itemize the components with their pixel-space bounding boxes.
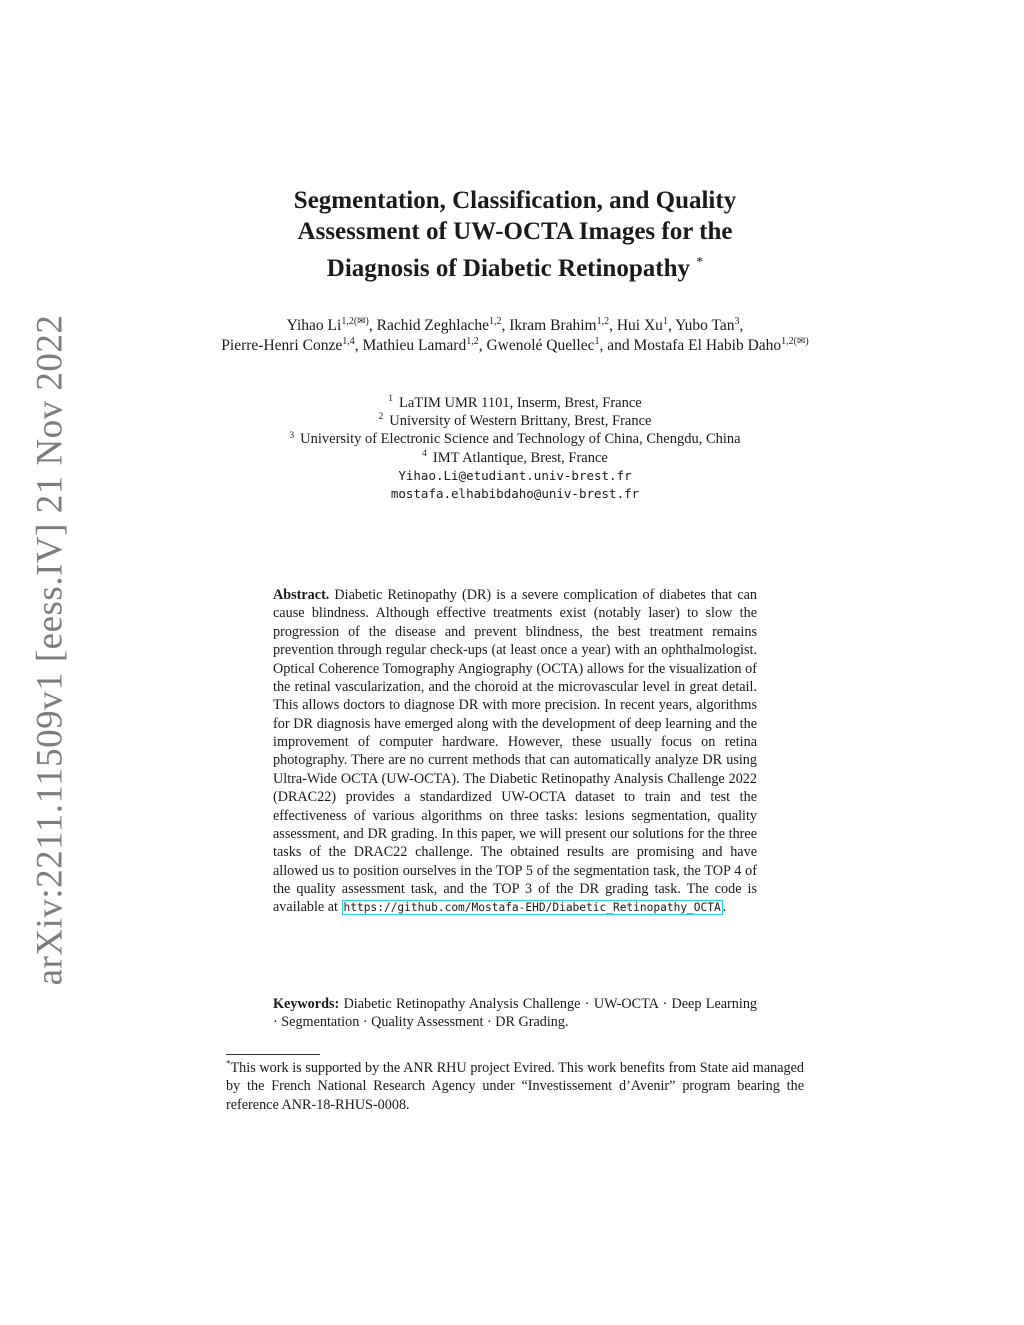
author: Yubo Tan$^3$,: [675, 315, 744, 334]
title-footnote-mark: *: [696, 255, 704, 270]
arxiv-identifier-stamp: arXiv:2211.11509v1 [eess.IV] 21 Nov 2022: [29, 314, 71, 986]
keywords-label: Keywords:: [273, 996, 340, 1012]
author: Hui Xu$^1$,: [616, 315, 676, 334]
email-1[interactable]: Yihao.Li@etudiant.univ-brest.fr: [398, 467, 632, 483]
footnote-divider: [226, 1054, 320, 1055]
abstract: Abstract. Diabetic Retinopathy (DR) is a severe complication of diabetes that can cause blindness. Although effective treatments exist (notably laser) to slow the progression of the disease and prevent blindness, the best treatment remains prevention through regular check-ups (at least once a year) with an ophthalmologist. Optical Coherence Tomography Angiography (OCTA) allows for the visualization of the retinal vascularization, and the choroid at the microvascular level in great detail. This allows doctors to diagnose DR with more precision. In recent years, algorithms for DR diagnosis have emerged along with the development of deep learning and the improvement of computer hardware. However, these usually focus on retina photography. There are no current methods that can automatically analyze DR using Ultra-Wide OCTA (UW-OCTA). The Diabetic Retinopathy Analysis Challenge 2022 (DRAC22) provides a standardized UW-OCTA dataset to train and test the effectiveness of various algorithms on three tasks: lesions segmentation, quality assessment, and DR grading. In this paper, we will present our solutions for the three tasks of the DRAC22 challenge. The obtained results are promising and have allowed us to position ourselves in the TOP 5 of the segmentation task, the TOP 4 of the quality assessment task, and the TOP 3 of the DR grading task. The code is available at https://github.com/Mostafa-EHD/Diabetic_Retinopathy_OCTA .: [273, 587, 758, 916]
author: Pierre-Henri Conze$^{1,4}$,: [221, 335, 363, 354]
author: Yihao $Li^{1,2(✉)}$,: [286, 315, 377, 334]
abstract-text: Diabetic Retinopathy (DR) is a severe complication of diabetes that can cause blindness. Although effective treatments exist (notably laser) to slow the progression of the disease and prevent blindness, the best treatment remains prevention through regular check-ups (at least once a year) with an ophthalmologist. Optical Coherence Tomography Angiography (OCTA) allows for the visualization of the retinal vascularization, and the choroid at the microvascular level in great detail. This allows doctors to diagnose DR with more precision. In recent years, algorithms for DR diagnosis have emerged along with the development of deep learning and the improvement of computer hardware. However, these usually focus on retina photography. There are no current methods that can automatically analyze DR using Ultra-Wide OCTA (UW-OCTA). The Diabetic Retinopathy Analysis Challenge 2022 (DRAC22) provides a standardized UW-OCTA dataset to train and test the effectiveness of various algorithms on three tasks: lesions segmentation, quality assessment, and DR grading. In this paper, we will present our solutions for the three tasks of the DRAC22 challenge. The obtained results are promising and have allowed us to position ourselves in the TOP 5 of the segmentation task, the TOP 4 of the quality assessment task, and the TOP 3 of the DR grading task. The code is available at: [273, 587, 758, 916]
footnote-text: This work is supported by the ANR RHU project Evired. This work benefits from State aid managed by the French National Research Agency under “Investissement d’Avenir” program bearing the reference ANR-18-RHUS-0008.: [226, 1060, 804, 1113]
affiliation-1: $^1$ LaTIM UMR 1101, Inserm, Brest, France: [388, 394, 642, 411]
keywords: [273, 995, 757, 1032]
abstract-label: Abstract.: [273, 587, 330, 603]
affiliations: [215, 394, 815, 503]
code-repository-link[interactable]: https://github.com/Mostafa-EHD/Diabetic_Retinopathy_OCTA: [343, 901, 721, 915]
keywords-text: Diabetic Retinopathy Analysis Challenge · UW-OCTA · Deep Learning · Segmentation · Quality Assessment · DR Grading.: [273, 996, 758, 1031]
affiliation-4: $^4$ IMT Atlantique, Brest, France: [422, 448, 608, 466]
title-line-3: Diagnosis of Diabetic Retinopathy: [326, 255, 690, 282]
footnote-mark: *: [226, 1058, 231, 1069]
author: Gwenolé Quellec$^1$, and: [486, 335, 634, 354]
affiliation-3: $^3$ University of Electronic Science and Technology of China, Chengdu, China: [289, 430, 741, 448]
author: Mostafa El Habib Daho$^{1,2(✉)}$: [633, 335, 809, 354]
footnote: [226, 1059, 804, 1114]
email-2[interactable]: mostafa.elhabibdaho@univ-brest.fr: [390, 486, 640, 502]
title-line-2: Assessment of UW-OCTA Images for the: [297, 218, 733, 245]
author: Ikram Brahim$^{1,2}$,: [509, 315, 617, 334]
paper-title: [190, 185, 840, 284]
title-line-1: Segmentation, Classification, and Quality: [293, 187, 737, 214]
author: Mathieu Lamard$^{1,2}$,: [362, 335, 487, 354]
affiliation-2: $^2$ University of Western Brittany, Brest, France: [378, 412, 652, 430]
author-list: [215, 316, 815, 356]
author: Rachid Zeghlache$^{1,2}$,: [376, 315, 510, 334]
